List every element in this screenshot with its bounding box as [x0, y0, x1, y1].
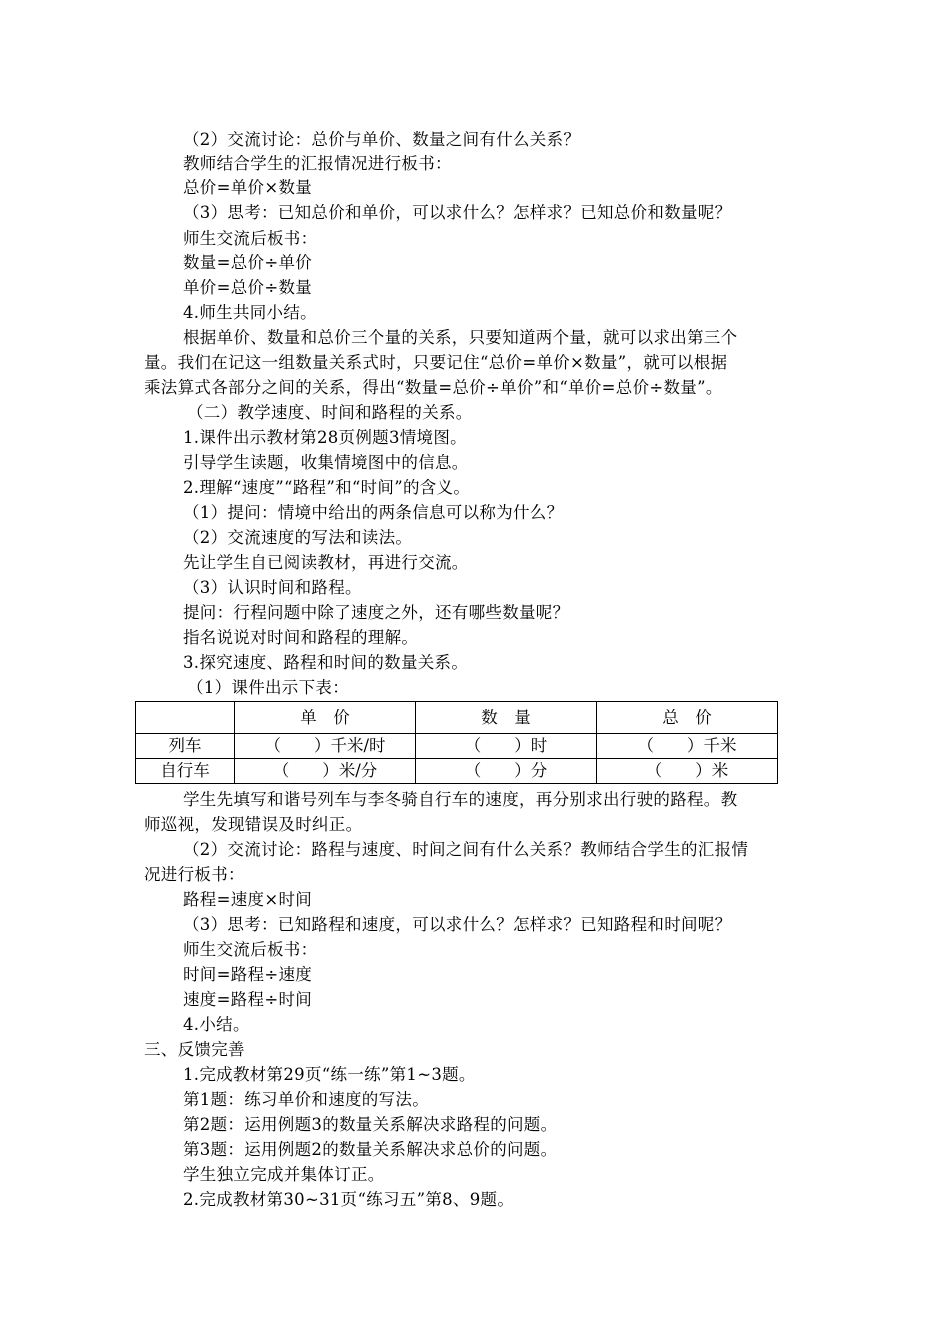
text-line: （1）提问：情境中给出的两条信息可以称为什么？	[183, 503, 564, 522]
table-cell: 自行车	[136, 759, 235, 784]
text-line: （1）课件出示下表：	[187, 678, 349, 697]
table-cell: （ ）时	[416, 734, 597, 759]
table-cell: 列车	[136, 734, 235, 759]
table-cell: （ ）米/分	[235, 759, 416, 784]
text-line: 1.课件出示教材第28页例题3情境图。	[183, 428, 467, 447]
text-line: （2）交流讨论：路程与速度、时间之间有什么关系？教师结合学生的汇报情	[183, 840, 749, 859]
text-line: 根据单价、数量和总价三个量的关系，只要知道两个量，就可以求出第三个	[183, 328, 738, 347]
formula-line: 路程=速度×时间	[183, 890, 313, 909]
text-line: 3.探究速度、路程和时间的数量关系。	[183, 653, 469, 672]
table-header-cell: 单 价	[235, 702, 416, 734]
table-header-cell: 数 量	[416, 702, 597, 734]
text-line: 教师结合学生的汇报情况进行板书：	[183, 154, 452, 173]
text-line: 2.完成教材第30~31页“练习五”第8、9题。	[183, 1190, 515, 1209]
text-line: 引导学生读题，收集情境图中的信息。	[183, 453, 469, 472]
text-line: 第2题：运用例题3的数量关系解决求路程的问题。	[183, 1115, 558, 1134]
text-line: 学生先填写和谐号列车与李冬骑自行车的速度，再分别求出行驶的路程。教	[183, 790, 738, 809]
formula-line: 单价=总价÷数量	[183, 278, 313, 297]
text-line: 4.小结。	[183, 1015, 250, 1034]
text-line: （3）思考：已知总价和单价，可以求什么？怎样求？已知总价和数量呢？	[183, 203, 732, 222]
table-cell: （ ）米	[597, 759, 778, 784]
text-line: 学生独立完成并集体订正。	[183, 1165, 385, 1184]
table-row	[136, 759, 778, 784]
table-cell: （ ）分	[416, 759, 597, 784]
formula-line: 数量=总价÷单价	[183, 253, 313, 272]
formula-line: 时间=路程÷速度	[183, 965, 313, 984]
text-line: 1.完成教材第29页“练一练”第1~3题。	[183, 1065, 476, 1084]
text-line: 况进行板书：	[144, 865, 245, 884]
text-line: 2.理解“速度”“路程”和“时间”的含义。	[183, 478, 471, 497]
text-line: 4.师生共同小结。	[183, 303, 317, 322]
text-line: 第1题：练习单价和速度的写法。	[183, 1090, 429, 1109]
text-line: 指名说说对时间和路程的理解。	[183, 628, 419, 647]
text-line: （3）思考：已知路程和速度，可以求什么？怎样求？已知路程和时间呢？	[183, 915, 732, 934]
text-line: 量。我们在记这一组数量关系式时，只要记住“总价=单价×数量”，就可以根据	[144, 353, 728, 372]
table-header-cell	[136, 702, 235, 734]
text-line: 师生交流后板书：	[183, 229, 318, 248]
speed-table	[135, 701, 778, 784]
text-line: （2）交流速度的写法和读法。	[183, 528, 413, 547]
text-line: 第3题：运用例题2的数量关系解决求总价的问题。	[183, 1140, 558, 1159]
text-line: 先让学生自已阅读教材，再进行交流。	[183, 553, 469, 572]
text-line: （3）认识时间和路程。	[183, 578, 362, 597]
text-line: 乘法算式各部分之间的关系，得出“数量=总价÷单价”和“单价=总价÷数量”。	[144, 378, 723, 397]
table-header-cell: 总 价	[597, 702, 778, 734]
formula-line: 速度=路程÷时间	[183, 990, 313, 1009]
table-cell: （ ）千米/时	[235, 734, 416, 759]
text-line: （2）交流讨论：总价与单价、数量之间有什么关系？	[183, 130, 581, 149]
text-line: 提问：行程问题中除了速度之外，还有哪些数量呢？	[183, 603, 570, 622]
text-line: 师生交流后板书：	[183, 940, 318, 959]
text-line: 师巡视，发现错误及时纠正。	[144, 815, 363, 834]
section-heading: 三、反馈完善	[144, 1040, 245, 1059]
formula-line: 总价=单价×数量	[183, 178, 313, 197]
table-cell: （ ）千米	[597, 734, 778, 759]
section-heading: （二）教学速度、时间和路程的关系。	[187, 403, 473, 422]
table-row	[136, 734, 778, 759]
table-header-row	[136, 702, 778, 734]
